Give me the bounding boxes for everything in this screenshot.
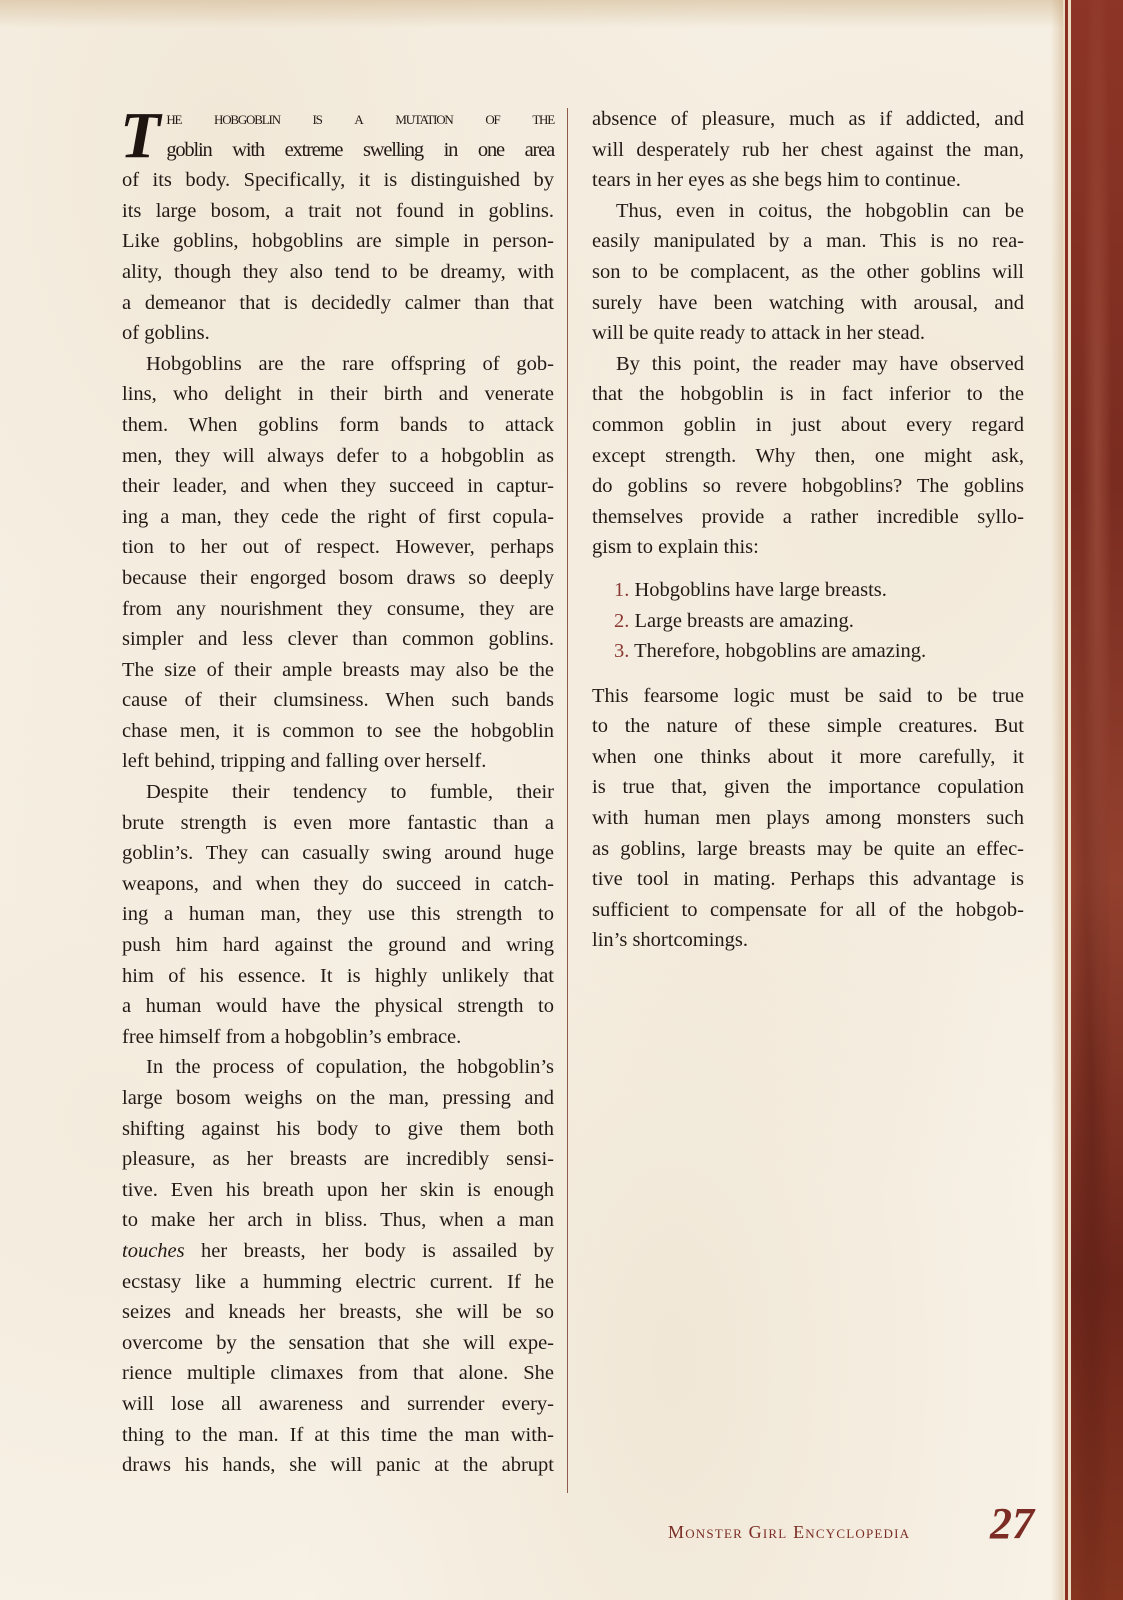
list-text: Large breasts are amazing.: [634, 609, 854, 632]
text-line: rience multiple climaxes from that alone. She: [122, 1362, 554, 1385]
text-line: Hobgoblins are the rare offspring of gob-: [146, 352, 554, 375]
text-line: cause of their clumsiness. When such bands: [122, 689, 554, 712]
text-line: a demeanor that is decidedly calmer than that: [122, 291, 554, 314]
text-line: except strength. Why then, one might ask,: [592, 444, 1024, 467]
text-line: men, they will always defer to a hobgoblin as: [122, 444, 554, 467]
text-line: will lose all awareness and surrender every-: [122, 1392, 554, 1415]
footer-book-title: Monster Girl Encyclopedia: [668, 1522, 911, 1542]
paragraph: [592, 104, 1024, 196]
text-line: common goblin in just about every regard: [592, 413, 1024, 436]
left-column: [120, 99, 554, 1481]
text-line: absence of pleasure, much as if addicted, and: [592, 108, 1024, 130]
text-line: draws his hands, she will panic at the abrupt: [122, 1454, 554, 1477]
book-spine: [1071, 0, 1123, 1600]
italic-emphasis: touches: [122, 1239, 185, 1262]
text-line: Like goblins, hobgoblins are simple in person-: [122, 230, 554, 253]
text-line: do goblins so revere hobgoblins? The goblins: [592, 475, 1024, 498]
text-line-with-italic: [122, 1236, 554, 1267]
text-line: tion to her out of respect. However, perhaps: [122, 536, 554, 559]
list-number: 3.: [614, 640, 630, 663]
text-line: will desperately rub her chest against the man,: [592, 138, 1024, 161]
text-line: In the process of copulation, the hobgoblin’s: [146, 1056, 554, 1079]
text-line: Thus, even in coitus, the hobgoblin can be: [616, 199, 1024, 222]
list-number: 2.: [614, 609, 630, 632]
text-line: Despite their tendency to fumble, their: [146, 781, 554, 804]
text-line: tears in her eyes as she begs him to continue.: [592, 169, 961, 192]
list-item: [592, 606, 1024, 637]
text-line: is true that, given the importance copulation: [592, 776, 1024, 799]
text-line: easily manipulated by a man. This is no rea-: [592, 230, 1024, 253]
text-line: thing to the man. If at this time the man with-: [122, 1423, 554, 1446]
text-line: left behind, tripping and falling over herself.: [122, 750, 487, 773]
text-line: sufficient to compensate for all of the hobgob-: [592, 898, 1024, 921]
text-line: him of his essence. It is highly unlikely that: [122, 964, 554, 987]
text-line: their leader, and when they succeed in captur-: [122, 475, 554, 498]
drop-cap: T: [120, 99, 161, 172]
text-line: ality, though they also tend to be dreamy, with: [122, 260, 554, 283]
text-line: simpler and less clever than common goblins.: [122, 628, 554, 651]
text-fragment: her breasts, her body is assailed by: [184, 1239, 554, 1262]
text-line: of goblins.: [122, 322, 210, 345]
text-line: ing a human man, they use this strength to: [122, 903, 554, 926]
paragraph: [592, 681, 1024, 956]
text-line: from any nourishment they consume, they are: [122, 597, 554, 620]
text-line: to make her arch in bliss. Thus, when a man: [122, 1209, 554, 1232]
paragraph: [122, 777, 554, 1052]
text-line: push him hard against the ground and wring: [122, 934, 554, 957]
text-line: ecstasy like a humming electric current. If he: [122, 1270, 554, 1293]
spine-shadow: [1051, 0, 1063, 1600]
text-line: lins, who delight in their birth and venerate: [122, 383, 554, 406]
spine-border-line: [1063, 0, 1071, 1600]
text-line: shifting against his body to give them both: [122, 1117, 554, 1140]
paragraph: [122, 1052, 554, 1480]
paragraph: [122, 349, 554, 777]
list-item: [592, 575, 1024, 606]
text-line: overcome by the sensation that she will expe-: [122, 1331, 554, 1354]
text-line: tive. Even his breath upon her skin is enough: [122, 1178, 554, 1201]
text-line: This fearsome logic must be said to be true: [592, 684, 1024, 707]
list-number: 1.: [614, 578, 630, 601]
text-line: a human would have the physical strength to: [122, 995, 554, 1018]
top-stain: [0, 0, 1123, 28]
text-line: them. When goblins form bands to attack: [122, 413, 554, 436]
text-line: as goblins, large breasts may be quite an effec-: [592, 837, 1024, 860]
text-line: its large bosom, a trait not found in goblins.: [122, 199, 554, 222]
text-line: son to be complacent, as the other goblins will: [592, 260, 1024, 283]
text-line: surely have been watching with arousal, and: [592, 291, 1024, 314]
text-line: to the nature of these simple creatures. But: [592, 715, 1024, 738]
text-line: seizes and kneads her breasts, she will be so: [122, 1301, 554, 1324]
paragraph: [592, 349, 1024, 563]
page-number: 27: [990, 1499, 1034, 1548]
text-line: free himself from a hobgoblin’s embrace.: [122, 1025, 462, 1048]
text-line: chase men, it is common to see the hobgoblin: [122, 719, 554, 742]
intro-smallcaps-line: he hobgoblin is a mutation of the: [166, 108, 554, 129]
syllogism-list: [592, 575, 1024, 667]
text-line: pleasure, as her breasts are incredibly sensi-: [122, 1148, 554, 1171]
text-line: of its body. Specifically, it is distinguished by: [122, 169, 554, 192]
right-column: [592, 104, 1024, 956]
text-line: with human men plays among monsters such: [592, 807, 1024, 830]
text-line: themselves provide a rather incredible syllo-: [592, 505, 1024, 528]
text-line: when one thinks about it more carefully, it: [592, 745, 1024, 768]
text-line: tive tool in mating. Perhaps this advantage is: [592, 868, 1024, 891]
text-line: because their engorged bosom draws so deeply: [122, 566, 554, 589]
text-line: brute strength is even more fantastic than a: [122, 811, 554, 834]
text-line: goblin with extreme swelling in one area: [166, 138, 554, 161]
text-line: large bosom weighs on the man, pressing and: [122, 1087, 554, 1109]
text-line: lin’s shortcomings.: [592, 929, 749, 952]
text-line: By this point, the reader may have observed: [616, 352, 1024, 375]
text-line: gism to explain this:: [592, 536, 759, 559]
text-line: weapons, and when they do succeed in catch-: [122, 872, 554, 895]
paragraph: [592, 196, 1024, 349]
list-item: [592, 636, 1024, 667]
list-text: Therefore, hobgoblins are amazing.: [634, 640, 927, 663]
text-line: goblin’s. They can casually swing around huge: [122, 842, 554, 865]
list-text: Hobgoblins have large breasts.: [634, 578, 887, 601]
text-line: The size of their ample breasts may also be the: [122, 658, 554, 681]
text-line: that the hobgoblin is in fact inferior to the: [592, 383, 1024, 406]
paragraph-intro: [120, 99, 554, 349]
text-line: will be quite ready to attack in her stead.: [592, 322, 926, 345]
text-line: ing a man, they cede the right of first copula-: [122, 505, 554, 528]
column-divider: [567, 108, 568, 1493]
